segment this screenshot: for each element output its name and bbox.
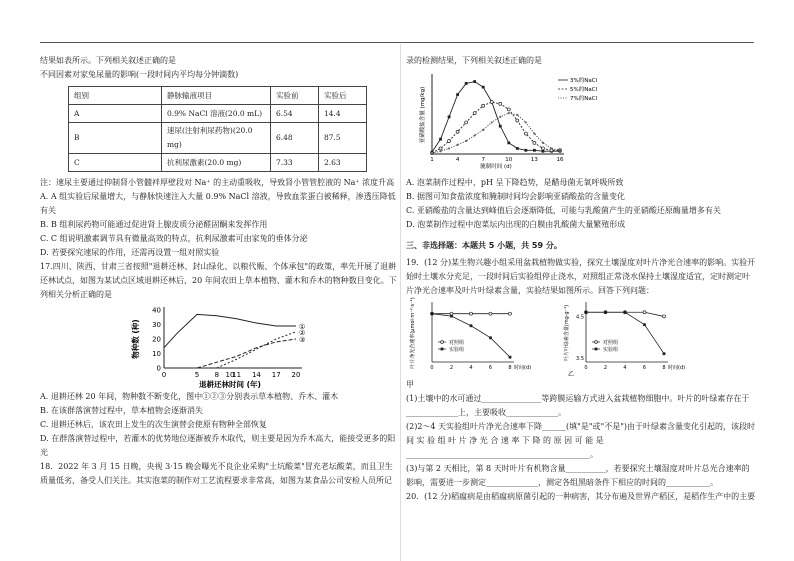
x-tick-label: 6: [642, 365, 647, 371]
series-label: ③: [299, 336, 306, 344]
data-point: [482, 86, 485, 89]
data-point: [499, 125, 502, 128]
x-tick-label: 1: [430, 157, 434, 163]
nitrite-chart: [418, 70, 598, 170]
x-tick-label: 6: [488, 365, 493, 371]
table-cell: C: [69, 154, 162, 172]
y-axis-label: 亚硝酸盐含量 (mg/kg): [420, 86, 426, 144]
y-tick-label: 0: [156, 364, 161, 373]
q19-q1: (1)土壤中的水可通过_______________等跨膜运输方式进入盆栽植物细胞中。叶片的叶绿素存在于_____________上，主要吸收_____________。: [406, 394, 750, 417]
q17-option: C. 退耕还林后，该农田上发生的次生演替会使原有物种全部恢复: [40, 420, 267, 429]
data-point: [489, 336, 492, 339]
x-axis-label: 时间(d): [514, 365, 532, 371]
data-point: [533, 132, 535, 134]
series-line: [197, 339, 296, 368]
q16-tail: 结果如表所示。下列相关叙述正确的是: [40, 56, 176, 65]
data-point: [456, 130, 459, 133]
y-tick-label: 10: [152, 350, 161, 358]
data-point: [489, 312, 492, 315]
series-line: [217, 332, 296, 368]
data-point: [491, 121, 493, 123]
legend-marker: [595, 341, 598, 344]
table-cell: A: [69, 105, 162, 123]
q17-option: A. 退耕还林 20 年间，物种数不断变化，图中①②③分别表示草本植物、乔木、灌木: [40, 392, 339, 401]
q16-option: D. 若要探究速尿的作用，还需再设置一组对照实验: [40, 248, 220, 257]
q16-option: A. A 组实验后尿量增大，与静脉快速注入大量 0.9% NaCl 溶液，导致血浆蛋白被稀释，渗透压降低有关: [40, 192, 396, 215]
data-point: [643, 323, 646, 326]
legend-label: 7%的NaCl: [570, 96, 598, 102]
data-point: [516, 114, 518, 116]
data-point: [663, 352, 666, 355]
x-tick-label: 4: [455, 157, 460, 163]
table-note: 注：速尿主要通过抑制肾小管髓袢厚壁段对 Na⁺ 的主动重吸收，导致肾小管管腔液的 Na⁺ 浓度升高: [40, 178, 395, 187]
data-point: [457, 144, 459, 146]
data-point: [490, 101, 493, 104]
legend-label: 对照组: [603, 340, 619, 346]
table-cell: B: [69, 123, 162, 154]
data-point: [439, 147, 442, 150]
species-chart: [128, 304, 328, 388]
q18-cont: 录的检测结果，下列相关叙述正确的是: [406, 56, 542, 65]
data-point: [542, 142, 544, 144]
y-tick-label: 30: [152, 321, 161, 329]
x-tick-label: 13: [530, 157, 538, 163]
data-point: [431, 312, 434, 315]
table-cell: 抗利尿激素(20.0 mg): [162, 154, 271, 172]
y-tick-label: 3.5: [576, 355, 584, 362]
legend-label: 实验组: [449, 347, 465, 353]
y-tick-label: 20: [152, 335, 161, 344]
y-axis-label: 叶片叶绿素含量(mg·g⁻¹): [564, 304, 570, 362]
data-point: [474, 134, 476, 136]
x-tick-label: 2: [449, 365, 454, 371]
x-tick-label: 8: [662, 365, 666, 371]
legend-marker: [441, 348, 444, 351]
data-point: [643, 311, 646, 314]
q17-stem: 17.四川、陕西、甘肃三省按照"退耕还林、封山绿化、以粮代赈、个体承包"的政策，率先开展了退耕还林试点，如图为某试点区域退耕还林后，20 年间农田上草本植物、灌木和乔木的物种数目变化。下列相关分析正确的是: [40, 262, 397, 299]
table-cell: 87.5: [319, 123, 367, 154]
y-axis-label: 物种数 (种): [131, 319, 140, 359]
x-tick-label: 11: [232, 371, 242, 379]
data-point: [509, 312, 512, 315]
x-axis-label: 腌制时间 (d): [480, 164, 512, 170]
data-point: [559, 149, 561, 151]
y-axis-label: 叶片净光合速率(μmol·m⁻²·s⁻¹): [410, 297, 416, 369]
table-caption: 不同因素对家兔尿量的影响(一段时间内平均每分钟滴数): [40, 70, 239, 79]
legend-marker: [595, 348, 598, 351]
x-tick-label: 20: [291, 371, 301, 379]
x-tick-label: 0: [161, 371, 167, 379]
x-tick-label: 10: [225, 371, 235, 379]
x-tick-label: 14: [251, 371, 261, 379]
table-header: 实验后: [319, 87, 367, 105]
series-line: [432, 102, 560, 153]
q19-q2: (2)2～4 天实验组叶片净光合速率下降______(填"是"或"不是")由于叶绿素含量变化引起的，该段时 间 实 验 组 叶 片 净 光 合 速 率 下 降 的 原 因 可 能 是 ______________________________________________。: [406, 422, 756, 459]
header-rule: [40, 42, 754, 43]
data-point: [524, 149, 527, 152]
x-tick-label: 16: [556, 157, 564, 163]
x-axis-label: 时间(d): [668, 365, 686, 371]
y-tick-label: 4.5: [576, 314, 584, 321]
data-point: [470, 324, 473, 327]
data-point: [470, 312, 473, 315]
data-point: [624, 311, 627, 314]
x-tick-label: 4: [623, 365, 627, 371]
figure-label-jia: 甲: [406, 380, 414, 389]
figure-label-yi: 乙: [568, 371, 575, 378]
x-tick-label: 5: [194, 371, 200, 379]
table-header-row: [69, 87, 367, 105]
legend-label: 实验组: [603, 347, 619, 353]
data-point: [507, 141, 510, 144]
q16-option: C. C 组说明激素调节具有微量高效的特点，抗利尿激素可由家兔的垂体分泌: [40, 234, 308, 243]
data-point: [516, 147, 519, 150]
legend-label: 3%的NaCl: [570, 78, 598, 84]
x-tick-label: 8: [508, 365, 512, 371]
urine-table: [68, 86, 367, 172]
table-cell: 6.54: [271, 105, 319, 123]
q16-option: B. B 组利尿药物可能通过促进肾上腺皮质分泌醛固酮来发挥作用: [40, 220, 268, 229]
photosynthesis-chart: [406, 297, 532, 378]
data-point: [533, 149, 536, 152]
legend-label: 对照组: [449, 340, 465, 346]
data-point: [663, 315, 666, 318]
table-header: 实验前: [271, 87, 319, 105]
data-point: [431, 152, 433, 154]
data-point: [533, 141, 536, 144]
q19-q3: (3)与第 2 天相比，第 8 天时叶片有机物含量__________，若要探究土壤湿度对叶片总光合速率的影响，需要进一步测定_____________，测定各组黑暗条件下相应的时间的___________。: [406, 464, 750, 487]
series-label: ①: [299, 322, 306, 331]
x-tick-label: 4: [469, 365, 473, 371]
data-point: [465, 82, 468, 85]
table-header: 组别: [69, 87, 162, 105]
x-tick-label: 7: [481, 157, 485, 163]
section-title: 三、非选择题：本题共 5 小题，共 59 分。: [406, 241, 562, 250]
data-point: [465, 140, 467, 142]
table-cell: 7.33: [271, 154, 319, 172]
q17-option: D. 在群落演替过程中，若灌木的优势地位逐渐被乔木取代，则主要是因为乔木高大，能接受更多的阳光: [40, 434, 396, 457]
data-point: [448, 115, 451, 118]
data-point: [525, 121, 527, 123]
q19-stem: 19．(12 分)某生物兴趣小组采用盆栽植物做实验，探究土壤湿度对叶片净光合速率的影响。实验开始时土壤水分充足，一段时间后实验组停止浇水，对照组正常浇水保持土壤湿度适宜，定时测定叶片净光合速率及叶片叶绿素含量，实验结果如图所示。回答下列问题：: [406, 258, 756, 295]
legend-label: 5%的NaCl: [570, 87, 598, 93]
series-line: [432, 314, 510, 358]
data-point: [482, 129, 484, 131]
table-cell: 速尿(注射利尿药物)(20.0 mg): [162, 123, 271, 154]
data-point: [450, 315, 453, 318]
data-point: [550, 147, 552, 149]
data-point: [473, 112, 476, 115]
column-divider: [400, 44, 401, 561]
x-tick-label: 2: [603, 365, 608, 371]
q20-stem: 20．(12 分)稻瘟病是由稻瘟病原菌引起的一种病害，其分布遍及世界产稻区，是稻作生产中的主要: [406, 492, 756, 501]
x-axis-label: 退耕还林时间 (年): [199, 380, 261, 389]
q19-figures: [406, 298, 756, 378]
q17-option: B. 在该群落演替过程中，草本植物会逐渐消失: [40, 406, 203, 415]
q18-option: A. 泡菜制作过程中，pH 呈下降趋势，是醋母菌无氧呼吸所致: [406, 178, 624, 187]
data-point: [439, 150, 441, 152]
table-cell: 2.63: [319, 154, 367, 172]
table-cell: 0.9% NaCl 溶液(20.0 mL): [162, 105, 271, 123]
series-line: [164, 314, 296, 347]
data-point: [448, 147, 450, 149]
x-tick-label: 10: [505, 157, 513, 163]
data-point: [541, 147, 544, 150]
data-point: [473, 80, 476, 83]
x-tick-label: 8: [214, 371, 220, 379]
table-row: [69, 123, 367, 154]
x-tick-label: 0: [430, 365, 434, 371]
chlorophyll-chart: [560, 298, 686, 378]
data-point: [508, 112, 510, 114]
q18-option: B. 据图可知食盐浓度和腌制时间均会影响亚硝酸盐的含量变化: [406, 192, 625, 201]
data-point: [507, 108, 510, 111]
data-point: [524, 132, 527, 135]
data-point: [499, 102, 502, 105]
table-row: [69, 105, 367, 123]
data-point: [499, 116, 501, 118]
table-cell: 6.48: [271, 123, 319, 154]
series-label: ②: [299, 328, 306, 337]
legend-marker: [441, 341, 444, 344]
series-line: [586, 312, 664, 353]
right-column: [406, 54, 756, 504]
data-point: [585, 311, 588, 314]
y-tick-label: 40: [152, 306, 161, 315]
q18-option: D. 泡菜制作过程中泡菜坛内出现的白膜由乳酸菌大量繁殖形成: [406, 220, 626, 229]
x-tick-label: 17: [271, 371, 281, 379]
series-line: [432, 82, 560, 153]
data-point: [448, 140, 451, 143]
data-point: [509, 356, 512, 359]
q18-stem: 18．2022 年 3 月 15 日晚，央视 3·15 晚会曝光不良企业采购"土坑酸菜"冒充老坛酸菜，而且卫生质量低劣，备受人们关注。其实泡菜的制作对工艺流程要求非常高，如图为某食品公司安检人员所记: [40, 462, 393, 485]
table-header: 静脉输液项目: [162, 87, 271, 105]
data-point: [516, 119, 519, 122]
table-cell: 14.4: [319, 105, 367, 123]
table-row: [69, 154, 367, 172]
data-point: [482, 104, 485, 107]
x-tick-label: 0: [584, 365, 588, 371]
data-point: [465, 121, 468, 124]
data-point: [439, 138, 442, 141]
data-point: [604, 311, 607, 314]
left-column: [40, 54, 400, 488]
q18-option: C. 亚硝酸盐的含量达到峰值后会逐渐降低，可能与乳酸菌产生的亚硝酸还原酶量增多有关: [406, 206, 721, 215]
data-point: [456, 93, 459, 96]
